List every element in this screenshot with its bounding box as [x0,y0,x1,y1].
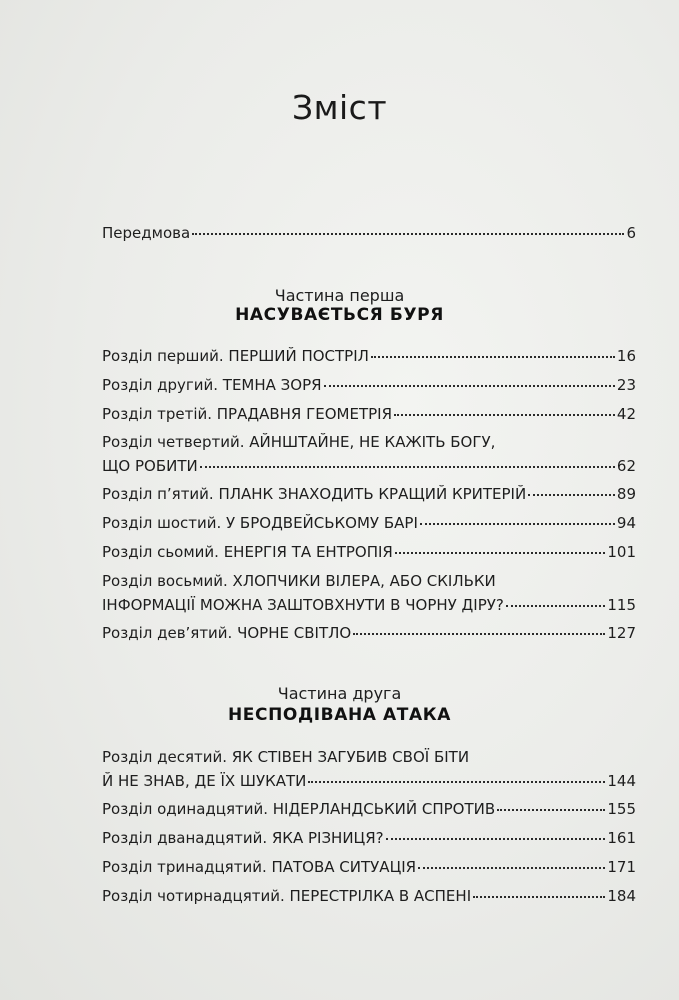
toc-page-number: 127 [607,624,636,642]
toc-entry-label: Розділ дванадцятий. ЯКА РІЗНИЦЯ? [102,829,384,847]
toc-entry-label: Розділ другий. ТЕМНА ЗОРЯ [102,376,322,394]
toc-entry[interactable] [102,855,636,879]
toc-entry[interactable] [102,826,636,850]
toc-entry-label: Розділ перший. ПЕРШИЙ ПОСТРІЛ [102,347,369,365]
toc-page-number: 101 [607,543,636,561]
toc-entry[interactable] [102,430,636,478]
toc-entry[interactable] [102,621,636,645]
leader-dots [420,523,615,525]
leader-dots [506,605,606,607]
leader-dots [192,233,624,235]
toc-entry[interactable] [102,344,636,368]
toc-page-number: 155 [607,800,636,818]
toc-entry-label: Й НЕ ЗНАВ, ДЕ ЇХ ШУКАТИ [102,772,307,790]
part-title: НАСУВАЄТЬСЯ БУРЯ [235,305,444,325]
toc-entry-label-line1: Розділ десятий. ЯК СТІВЕН ЗАГУБИВ СВОЇ БІТИ [102,748,470,766]
toc-page-number: 115 [607,596,636,614]
leader-dots [395,552,606,554]
toc-entry[interactable] [102,884,636,908]
part-title: НЕСПОДІВАНА АТАКА [227,705,452,725]
toc-page-number: 94 [616,514,636,532]
toc-page-number: 89 [616,485,636,503]
toc-entry-label: ЩО РОБИТИ [102,457,198,475]
leader-dots [418,867,605,869]
toc-page-number: 62 [616,457,636,475]
leader-dots [386,838,606,840]
toc-entry-label: ІНФОРМАЦІЇ МОЖНА ЗАШТОВХНУТИ В ЧОРНУ ДІРУ? [102,596,504,614]
toc-entry-label: Розділ шостий. У БРОДВЕЙСЬКОМУ БАРІ [102,514,418,532]
leader-dots [371,356,615,358]
toc-entry[interactable] [102,745,636,793]
toc-entry[interactable] [102,402,636,426]
toc-page-number: 171 [607,858,636,876]
leader-dots [200,466,615,468]
toc-entry[interactable] [102,569,636,617]
toc-page-number: 184 [607,887,636,905]
leader-dots [528,494,615,496]
toc-entry-label: Розділ чотирнадцятий. ПЕРЕСТРІЛКА В АСПЕНІ [102,887,472,905]
toc-entry[interactable] [102,540,636,564]
toc-page-number: 16 [616,347,636,365]
toc-page-number: 144 [607,772,636,790]
toc-entry-label-line1: Розділ восьмий. ХЛОПЧИКИ ВІЛЕРА, АБО СКІЛЬКИ [102,572,496,590]
toc-page-number: 161 [607,829,636,847]
toc-entry-label: Розділ сьомий. ЕНЕРГІЯ ТА ЕНТРОПІЯ [102,543,393,561]
toc-entry[interactable] [102,482,636,506]
part-subtitle: Частина друга [277,684,402,703]
leader-dots [324,385,615,387]
leader-dots [308,781,605,783]
toc-entry-label: Розділ третій. ПРАДАВНЯ ГЕОМЕТРІЯ [102,405,393,423]
toc-entry-label: Розділ одинадцятий. НІДЕРЛАНДСЬКИЙ СПРОТИВ [102,800,496,818]
toc-entry[interactable] [102,797,636,821]
page-title: Зміст [291,88,388,127]
toc-entry-label-line1: Розділ четвертий. АЙНШТАЙНЕ, НЕ КАЖІТЬ БОГУ, [102,433,496,451]
toc-entry-preface[interactable] [102,221,636,245]
leader-dots [353,633,605,635]
toc-page-number: 42 [616,405,636,423]
toc-entry-label: Розділ п’ятий. ПЛАНК ЗНАХОДИТЬ КРАЩИЙ КРИТЕРІЙ [102,485,527,503]
toc-entry[interactable] [102,511,636,535]
toc-entry[interactable] [102,373,636,397]
leader-dots [497,809,605,811]
toc-entry-label: Передмова [102,224,191,242]
leader-dots [473,896,605,898]
toc-entry-label: Розділ дев’ятий. ЧОРНЕ СВІТЛО [102,624,352,642]
part-subtitle: Частина перша [274,286,405,305]
toc-page-number: 23 [616,376,636,394]
leader-dots [394,414,615,416]
toc-entry-label: Розділ тринадцятий. ПАТОВА СИТУАЦІЯ [102,858,417,876]
toc-page-number: 6 [626,224,636,242]
